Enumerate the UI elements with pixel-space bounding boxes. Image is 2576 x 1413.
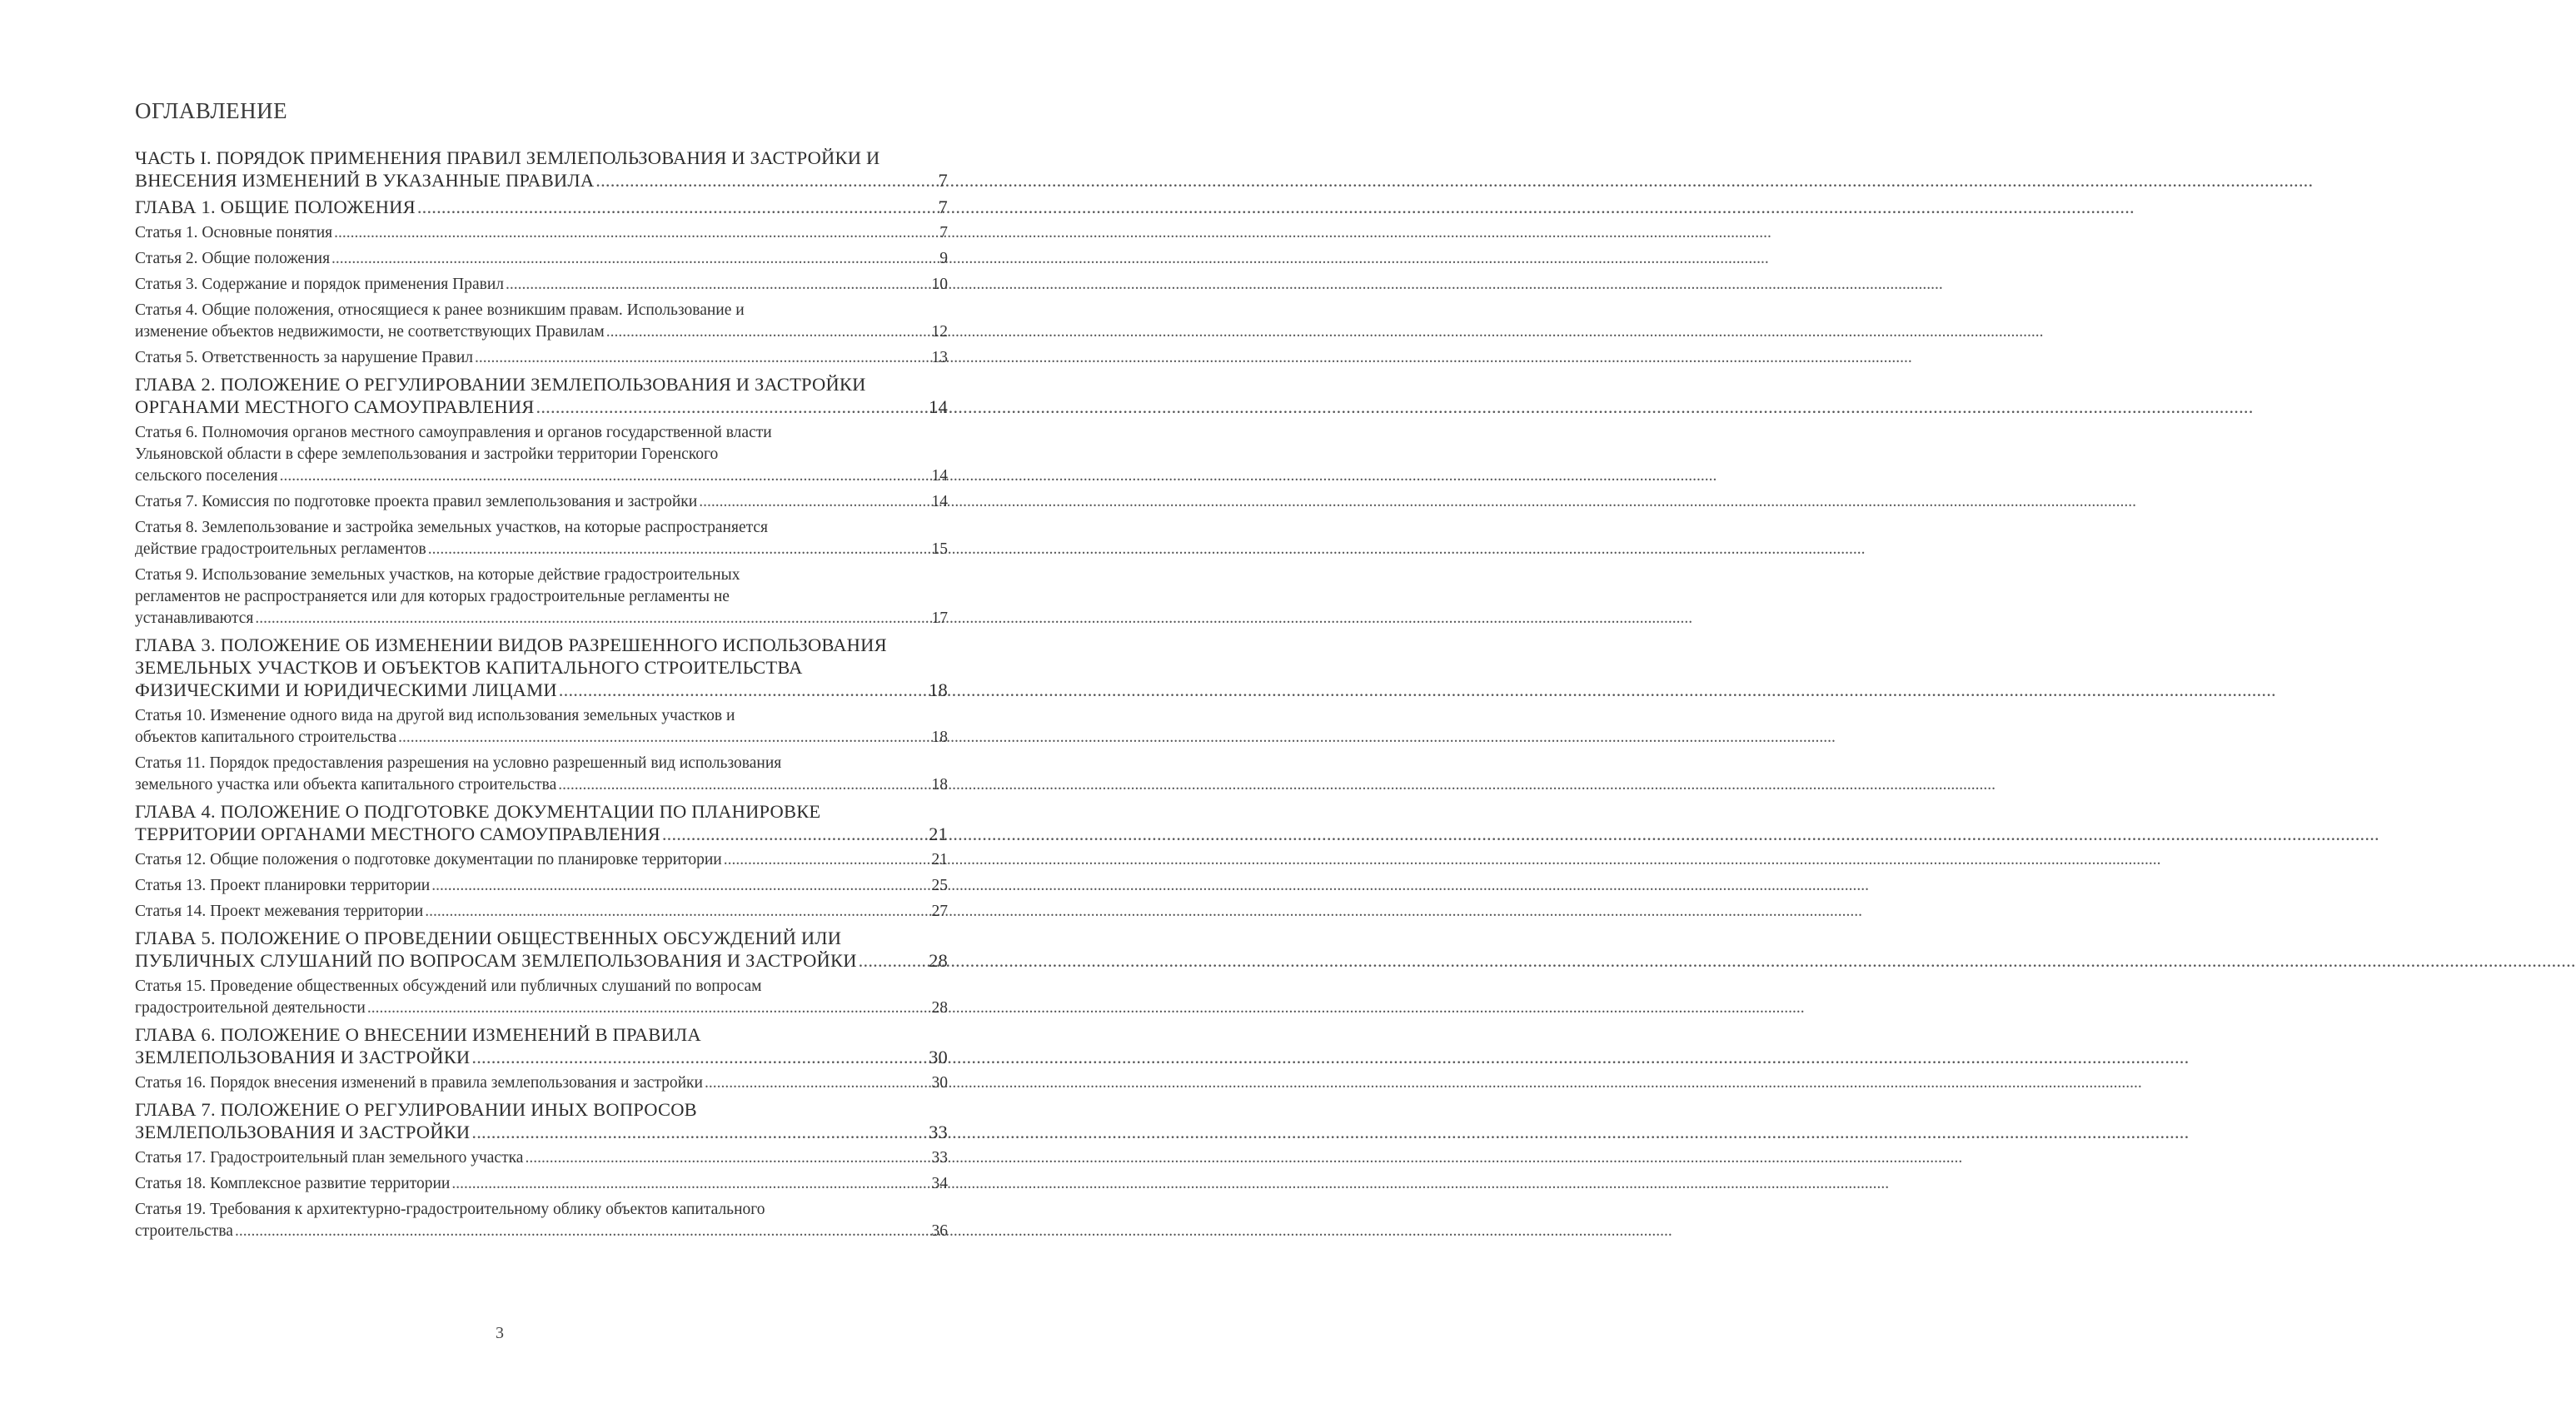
toc-entry-title-line: ЧАСТЬ I. ПОРЯДОК ПРИМЕНЕНИЯ ПРАВИЛ ЗЕМЛЕПОЛЬЗОВАНИЯ И ЗАСТРОЙКИ И xyxy=(135,147,880,168)
toc-entry-title-line: Статья 3. Содержание и порядок применения Правил xyxy=(135,276,504,293)
toc-entry-title-line: Ульяновской области в сфере землепользования и застройки территории Горенского xyxy=(135,445,719,463)
toc-entry-page: 28 xyxy=(931,999,948,1017)
toc-entry-title-line: сельского поселения xyxy=(135,467,278,485)
toc-entry-title-line: ГЛАВА 1. ОБЩИЕ ПОЛОЖЕНИЯ xyxy=(135,197,416,217)
toc-entry-page: 14 xyxy=(931,467,948,485)
toc-entry-title-line: Статья 19. Требования к архитектурно-градостроительному облику объектов капитального xyxy=(135,1201,765,1218)
toc-entry-title-line: Статья 13. Проект планировки территории xyxy=(135,877,431,894)
toc-entry-page: 12 xyxy=(931,323,948,341)
toc-entry-page: 14 xyxy=(931,493,948,510)
toc-entry-chapter[interactable] xyxy=(135,373,948,418)
dot-leader xyxy=(425,901,929,923)
toc-entry-title-line: Статья 4. Общие положения, относящиеся к ранее возникшим правам. Использование и xyxy=(135,301,745,319)
toc-entry-page: 18 xyxy=(929,679,948,700)
toc-entry-title-line: ГЛАВА 5. ПОЛОЖЕНИЕ О ПРОВЕДЕНИИ ОБЩЕСТВЕННЫХ ОБСУЖДЕНИЙ ИЛИ xyxy=(135,928,842,948)
toc-entry-page: 34 xyxy=(931,1175,948,1192)
toc-entry-article[interactable] xyxy=(135,347,948,369)
toc-entry-title-line: Статья 14. Проект межевания территории xyxy=(135,903,424,920)
dot-leader xyxy=(662,823,927,845)
dot-leader xyxy=(471,1046,927,1068)
dot-leader xyxy=(235,1221,930,1242)
toc-entry-page: 27 xyxy=(931,903,948,920)
toc-entry-title-line: Статья 5. Ответственность за нарушение Правил xyxy=(135,349,474,366)
dot-leader xyxy=(705,1072,930,1094)
toc-entry-page: 21 xyxy=(931,851,948,868)
toc-entry-title-line: ГЛАВА 4. ПОЛОЖЕНИЕ О ПОДГОТОВКЕ ДОКУМЕНТАЦИИ ПО ПЛАНИРОВКЕ xyxy=(135,801,821,822)
toc-entry-page: 15 xyxy=(931,540,948,558)
toc-entry-page: 18 xyxy=(931,729,948,746)
toc-entry-article[interactable] xyxy=(135,491,948,513)
toc-entry-article[interactable] xyxy=(135,1173,948,1195)
toc-entry-article[interactable] xyxy=(135,222,948,244)
toc-entry-title-line: объектов капитального строительства xyxy=(135,729,397,746)
toc-entry-title-line: изменение объектов недвижимости, не соответствующих Правилам xyxy=(135,323,605,341)
toc-entry-title-line: Статья 16. Порядок внесения изменений в правила землепользования и застройки xyxy=(135,1074,703,1092)
toc-entry-title-line: Статья 18. Комплексное развитие территории xyxy=(135,1175,451,1192)
toc-entry-chapter[interactable] xyxy=(135,634,948,701)
toc-entry-title-line: Статья 7. Комиссия по подготовке проекта правил землепользования и застройки xyxy=(135,493,698,510)
toc-entry-title-line: Статья 11. Порядок предоставления разрешения на условно разрешенный вид использования xyxy=(135,754,782,772)
toc-entry-page: 7 xyxy=(938,170,948,191)
toc-entry-article[interactable] xyxy=(135,976,948,1019)
toc-entry-chapter[interactable] xyxy=(135,927,948,972)
dot-leader xyxy=(367,998,930,1019)
toc-entry-page: 30 xyxy=(929,1047,948,1067)
toc-entry-article[interactable] xyxy=(135,753,948,796)
dot-leader xyxy=(724,849,930,871)
toc-entry-title-line: Статья 15. Проведение общественных обсуждений или публичных слушаний по вопросам xyxy=(135,978,762,995)
toc-entry-article[interactable] xyxy=(135,565,948,629)
toc-entry-page: 9 xyxy=(939,250,948,267)
toc-entry-chapter[interactable] xyxy=(135,196,948,218)
toc-entry-article[interactable] xyxy=(135,705,948,749)
toc-entry-article[interactable] xyxy=(135,300,948,343)
toc-entry-title-line: ГЛАВА 6. ПОЛОЖЕНИЕ О ВНЕСЕНИИ ИЗМЕНЕНИЙ В ПРАВИЛА xyxy=(135,1024,701,1045)
toc-entry-article[interactable] xyxy=(135,274,948,296)
toc-entry-title-line: строительства xyxy=(135,1222,233,1240)
toc-entry-page: 33 xyxy=(931,1149,948,1167)
dot-leader xyxy=(398,727,929,749)
toc-entry-title-line: Статья 8. Землепользование и застройка земельных участков, на которые распространяется xyxy=(135,519,768,536)
toc-heading: ОГЛАВЛЕНИЕ xyxy=(135,98,288,123)
dot-leader xyxy=(471,1121,927,1143)
toc-entry-title-line: земельного участка или объекта капитального строительства xyxy=(135,776,557,794)
toc-entry-article[interactable] xyxy=(135,901,948,923)
toc-entry-chapter[interactable] xyxy=(135,1098,948,1143)
toc-entry-title-line: Статья 1. Основные понятия xyxy=(135,224,333,241)
toc-entry-title-line: Статья 10. Изменение одного вида на другой вид использования земельных участков и xyxy=(135,707,735,724)
toc-entry-page: 25 xyxy=(931,877,948,894)
toc-entry-chapter[interactable] xyxy=(135,800,948,845)
dot-leader xyxy=(334,222,938,244)
toc-entry-title-line: Статья 9. Использование земельных участков, на которые действие градостроительных xyxy=(135,566,740,584)
toc-entry-title-line: действие градостроительных регламентов xyxy=(135,540,426,558)
toc-entry-title-line: ЗЕМЕЛЬНЫХ УЧАСТКОВ И ОБЪЕКТОВ КАПИТАЛЬНОГО СТРОИТЕЛЬСТВА xyxy=(135,657,803,678)
dot-leader xyxy=(475,347,929,369)
toc-entry-title-line: ОРГАНАМИ МЕСТНОГО САМОУПРАВЛЕНИЯ xyxy=(135,396,535,417)
toc-entry-title-line: ЗЕМЛЕПОЛЬЗОВАНИЯ И ЗАСТРОЙКИ xyxy=(135,1047,471,1067)
page-number: 3 xyxy=(496,1324,504,1342)
toc-entry-title-line: ТЕРРИТОРИИ ОРГАНАМИ МЕСТНОГО САМОУПРАВЛЕНИЯ xyxy=(135,823,660,844)
toc-entry-part[interactable] xyxy=(135,147,948,192)
toc-entry-page: 28 xyxy=(929,950,948,971)
toc-entry-page: 30 xyxy=(931,1074,948,1092)
dot-leader xyxy=(536,396,928,418)
toc-entry-article[interactable] xyxy=(135,1072,948,1094)
dot-leader xyxy=(431,875,929,897)
toc-entry-title-line: Статья 2. Общие положения xyxy=(135,250,331,267)
toc-entry-article[interactable] xyxy=(135,1199,948,1242)
dot-leader xyxy=(280,465,930,487)
dot-leader xyxy=(255,608,929,629)
toc-entry-article[interactable] xyxy=(135,849,948,871)
dot-leader xyxy=(331,248,938,270)
dot-leader xyxy=(417,196,937,218)
dot-leader xyxy=(595,169,936,192)
toc-entry-page: 7 xyxy=(939,224,948,241)
toc-entry-article[interactable] xyxy=(135,875,948,897)
toc-entry-title-line: регламентов не распространяется или для которых градостроительные регламенты не xyxy=(135,588,730,605)
toc-entry-title-line: ВНЕСЕНИЯ ИЗМЕНЕНИЙ В УКАЗАННЫЕ ПРАВИЛА xyxy=(135,170,595,191)
toc-entry-chapter[interactable] xyxy=(135,1023,948,1068)
toc-entry-title-line: ГЛАВА 3. ПОЛОЖЕНИЕ ОБ ИЗМЕНЕНИИ ВИДОВ РАЗРЕШЕННОГО ИСПОЛЬЗОВАНИЯ xyxy=(135,634,887,655)
toc-entry-page: 33 xyxy=(929,1122,948,1142)
toc-entry-title-line: ГЛАВА 7. ПОЛОЖЕНИЕ О РЕГУЛИРОВАНИИ ИНЫХ ВОПРОСОВ xyxy=(135,1099,697,1120)
toc-entry-article[interactable] xyxy=(135,422,948,487)
toc-entry-title-line: Статья 12. Общие положения о подготовке документации по планировке территории xyxy=(135,851,722,868)
toc-entry-page: 21 xyxy=(929,823,948,844)
toc-entry-page: 10 xyxy=(931,276,948,293)
dot-leader xyxy=(428,539,930,560)
toc-entry-title-line: Статья 17. Градостроительный план земельного участка xyxy=(135,1149,524,1167)
toc-entry-article[interactable] xyxy=(135,1147,948,1169)
dot-leader xyxy=(525,1147,929,1169)
toc-entry-page: 14 xyxy=(929,396,948,417)
toc-entry-article[interactable] xyxy=(135,248,948,270)
dot-leader xyxy=(558,774,929,796)
dot-leader xyxy=(451,1173,929,1195)
dot-leader xyxy=(859,949,927,972)
toc-entry-page: 17 xyxy=(931,609,948,627)
table-of-contents xyxy=(135,147,948,1246)
toc-entry-article[interactable] xyxy=(135,517,948,560)
toc-entry-title-line: градостроительной деятельности xyxy=(135,999,366,1017)
toc-entry-title-line: ЗЕМЛЕПОЛЬЗОВАНИЯ И ЗАСТРОЙКИ xyxy=(135,1122,471,1142)
dot-leader xyxy=(699,491,929,513)
dot-leader xyxy=(506,274,930,296)
toc-entry-page: 13 xyxy=(931,349,948,366)
toc-entry-page: 18 xyxy=(931,776,948,794)
toc-entry-page: 36 xyxy=(931,1222,948,1240)
toc-entry-title-line: ФИЗИЧЕСКИМИ И ЮРИДИЧЕСКИМИ ЛИЦАМИ xyxy=(135,679,557,700)
toc-entry-page: 7 xyxy=(938,197,948,217)
toc-entry-title-line: ГЛАВА 2. ПОЛОЖЕНИЕ О РЕГУЛИРОВАНИИ ЗЕМЛЕПОЛЬЗОВАНИЯ И ЗАСТРОЙКИ xyxy=(135,374,866,395)
dot-leader xyxy=(559,679,927,701)
toc-entry-title-line: Статья 6. Полномочия органов местного самоуправления и органов государственной власти xyxy=(135,424,772,441)
document-page xyxy=(0,0,999,1413)
dot-leader xyxy=(606,321,930,343)
toc-entry-title-line: устанавливаются xyxy=(135,609,254,627)
toc-entry-title-line: ПУБЛИЧНЫХ СЛУШАНИЙ ПО ВОПРОСАМ ЗЕМЛЕПОЛЬЗОВАНИЯ И ЗАСТРОЙКИ xyxy=(135,950,857,971)
